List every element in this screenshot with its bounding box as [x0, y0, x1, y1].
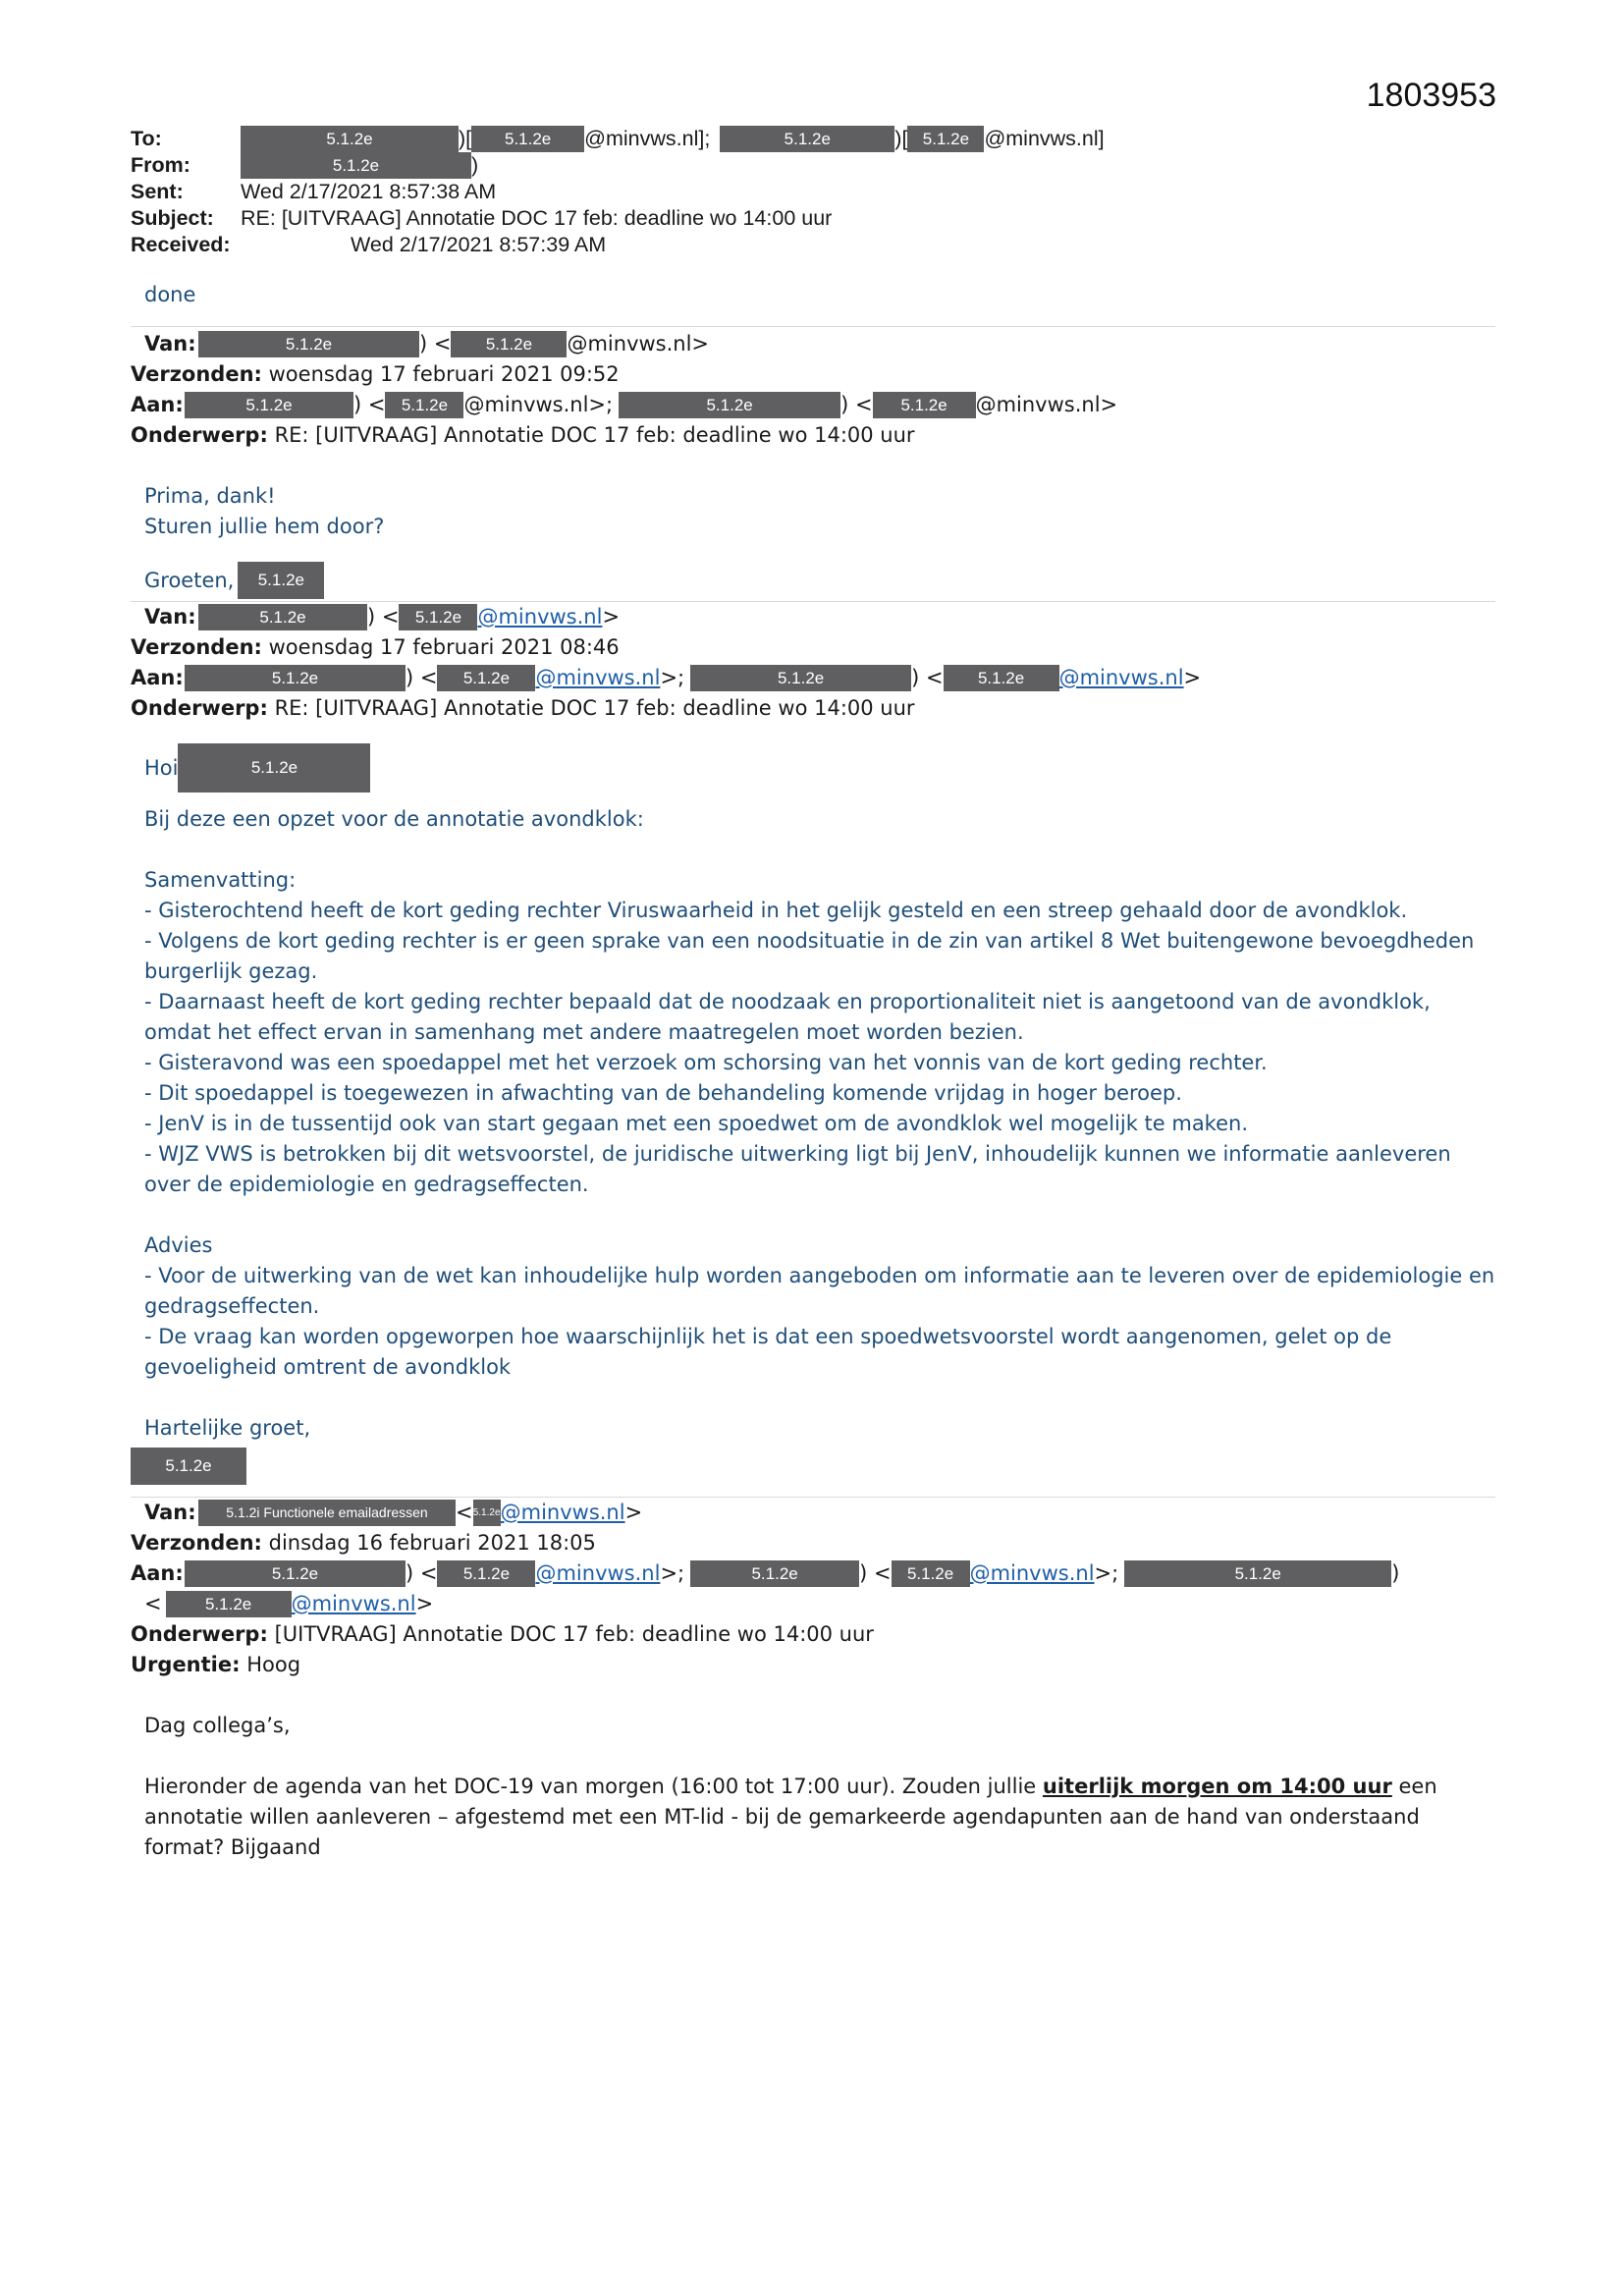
paragraph-end: een annotatie willen aanleveren – afgestemd met een MT-lid - bij de gemarkeerde agendapunten aan de hand van onderstaand format? Bijgaand [144, 1775, 1437, 1859]
lt: < [144, 1592, 162, 1615]
paragraph [144, 1772, 1495, 1863]
body-line: Prima, dank! [144, 484, 276, 508]
mail-1-body [131, 481, 1495, 599]
received-row [131, 232, 1495, 258]
redaction: 5.1.2e [944, 665, 1059, 691]
redaction: 5.1.2e [437, 665, 535, 691]
to-label: To: [131, 127, 162, 150]
redaction: 5.1.2e [1124, 1560, 1391, 1587]
urgentie-label: Urgentie: [131, 1653, 241, 1676]
subject-label: Subject: [131, 206, 214, 230]
verzonden-row [131, 359, 1495, 390]
mail-2-header [131, 602, 1495, 724]
van-row [131, 1498, 1495, 1528]
separator: ) < [911, 666, 944, 689]
email-domain: @minvws.nl] [984, 127, 1105, 150]
summary-item: - Gisterochtend heeft de kort geding rechter Viruswaarheid in het gelijk gesteld en een streep gehaald door de avondklok. [144, 899, 1408, 922]
outer-header [131, 126, 1495, 258]
advice-item: - De vraag kan worden opgeworpen hoe waarschijnlijk het is dat een spoedwetsvoorstel wordt aangenomen, gelet op de gevoeligheid omtrent de avondklok [144, 1325, 1392, 1379]
closing: Hartelijke groet, [144, 1416, 311, 1440]
to-row [131, 126, 1495, 152]
advice-item: - Voor de uitwerking van de wet kan inhoudelijke hulp worden aangeboden om informatie aan te leveren over de epidemiologie en gedragseffecten. [144, 1264, 1495, 1318]
summary-item: - Dit spoedappel is toegewezen in afwachting van de behandeling komende vrijdag in hoger beroep. [144, 1081, 1182, 1105]
separator: ) < [419, 332, 452, 355]
email-link[interactable]: @minvws.nl [969, 1561, 1095, 1585]
verzonden-value: woensdag 17 februari 2021 09:52 [268, 362, 620, 386]
redaction: 5.1.2e [619, 392, 840, 418]
aan-row [131, 663, 1495, 693]
aan-label: Aan: [131, 1561, 184, 1585]
aan-label: Aan: [131, 666, 184, 689]
aan-row [131, 390, 1495, 420]
mail-3-header [131, 1498, 1495, 1680]
received-value: Wed 2/17/2021 8:57:39 AM [351, 233, 607, 256]
lt: < [456, 1501, 473, 1524]
redaction: 5.1.2e [198, 331, 419, 357]
email-domain: @minvws.nl> [567, 332, 710, 355]
urgentie-value: Hoog [246, 1653, 301, 1676]
separator: )[ [459, 127, 472, 150]
redaction: 5.1.2e [399, 604, 477, 630]
verzonden-label: Verzonden: [131, 362, 262, 386]
gt-semi: >; [1094, 1561, 1119, 1585]
redaction: 5.1.2e [437, 1560, 535, 1587]
from-label: From: [131, 153, 190, 177]
separator: ) < [859, 1561, 892, 1585]
redaction: 5.1.2e [471, 126, 584, 152]
van-label: Van: [144, 332, 196, 355]
separator: ) < [367, 605, 400, 629]
received-label: Received: [131, 233, 231, 256]
advies-title: Advies [144, 1233, 213, 1257]
van-label: Van: [144, 605, 196, 629]
redaction: 5.1.2e [451, 331, 567, 357]
hoi-text: Hoi [144, 755, 179, 780]
redaction: 5.1.2e [178, 743, 370, 793]
sent-label: Sent: [131, 180, 184, 203]
sent-row [131, 179, 1495, 205]
redaction: 5.1.2e [385, 392, 463, 418]
redaction: 5.1.2e [473, 1500, 501, 1526]
verzonden-label: Verzonden: [131, 635, 262, 659]
gt-semi: >; [660, 1561, 685, 1585]
verzonden-value: dinsdag 16 februari 2021 18:05 [268, 1531, 596, 1555]
document-number: 1803953 [1366, 77, 1496, 114]
redaction: 5.1.2e [892, 1560, 970, 1587]
gt: > [602, 605, 621, 629]
separator: ) < [840, 393, 873, 416]
summary-item: - Volgens de kort geding rechter is er geen sprake van een noodsituatie in de zin van artikel 8 Wet buitengewone bevoegdheden burgerlijk gezag. [144, 929, 1475, 983]
subject-value: RE: [UITVRAAG] Annotatie DOC 17 feb: deadline wo 14:00 uur [241, 206, 833, 230]
sent-value: Wed 2/17/2021 8:57:38 AM [241, 180, 497, 203]
aan-label: Aan: [131, 393, 184, 416]
separator: ) < [406, 1561, 438, 1585]
from-row [131, 152, 1495, 179]
divider [131, 326, 1495, 327]
onderwerp-row [131, 1619, 1495, 1650]
body-line: Sturen jullie hem door? [144, 515, 385, 538]
verzonden-value: woensdag 17 februari 2021 08:46 [268, 635, 620, 659]
email-link[interactable]: @minvws.nl [1058, 666, 1184, 689]
intro: Bij deze een opzet voor de annotatie avondklok: [144, 807, 644, 831]
subject-row [131, 205, 1495, 232]
redaction: 5.1.2e [690, 1560, 859, 1587]
email-link[interactable]: @minvws.nl [500, 1501, 625, 1524]
redaction: 5.1.2e [185, 392, 353, 418]
mail-3-body [131, 1711, 1495, 1863]
redaction: 5.1.2e [166, 1591, 292, 1617]
van-row [131, 602, 1495, 632]
email-link[interactable]: @minvws.nl [291, 1592, 416, 1615]
gt: > [415, 1592, 434, 1615]
reply-body [131, 280, 1495, 310]
summary-item: - JenV is in de tussentijd ook van start gegaan met een spoedwet om de avondklok wel mogelijk te maken. [144, 1112, 1249, 1135]
email-document [131, 126, 1495, 1863]
redaction: 5.1.2e [241, 152, 471, 179]
redaction: 5.1.2e [720, 126, 894, 152]
van-row [131, 329, 1495, 359]
gt: > [1183, 666, 1202, 689]
verzonden-row [131, 632, 1495, 663]
redaction: 5.1.2e [690, 665, 911, 691]
samenvatting-title: Samenvatting: [144, 868, 297, 892]
close-paren: ) [1391, 1561, 1400, 1585]
redaction: 5.1.2e [185, 1560, 406, 1587]
gt: > [624, 1501, 643, 1524]
email-domain: @minvws.nl]; [584, 127, 711, 150]
onderwerp-value: [UITVRAAG] Annotatie DOC 17 feb: deadline wo 14:00 uur [274, 1622, 874, 1646]
hoi-line [144, 743, 1495, 793]
redaction: 5.1.2e [873, 392, 976, 418]
redaction: 5.1.2e [241, 126, 459, 152]
separator: ) < [406, 666, 438, 689]
onderwerp-label: Onderwerp: [131, 423, 268, 447]
onderwerp-row [131, 420, 1495, 451]
aan-row-cont [131, 1589, 1495, 1619]
verzonden-row [131, 1528, 1495, 1558]
van-label: Van: [144, 1501, 196, 1524]
onderwerp-value: RE: [UITVRAAG] Annotatie DOC 17 feb: deadline wo 14:00 uur [274, 696, 915, 720]
email-domain: @minvws.nl>; [463, 393, 614, 416]
redaction: 5.1.2i Functionele emailadressen [198, 1500, 456, 1526]
aan-row [131, 1558, 1495, 1589]
urgentie-row [131, 1650, 1495, 1680]
redaction: 5.1.2e [131, 1448, 246, 1485]
mail-2-body [131, 743, 1495, 1444]
redaction: 5.1.2e [907, 126, 984, 152]
email-domain: @minvws.nl> [975, 393, 1118, 416]
deadline-emphasis: uiterlijk morgen om 14:00 uur [1042, 1775, 1392, 1798]
mail-1-header [131, 329, 1495, 451]
onderwerp-label: Onderwerp: [131, 1622, 268, 1646]
onderwerp-label: Onderwerp: [131, 696, 268, 720]
onderwerp-row [131, 693, 1495, 724]
email-link[interactable]: @minvws.nl [535, 666, 661, 689]
email-link[interactable]: @minvws.nl [535, 1561, 661, 1585]
redaction: 5.1.2e [238, 562, 324, 599]
salutation: Dag collega’s, [144, 1714, 291, 1737]
onderwerp-value: RE: [UITVRAAG] Annotatie DOC 17 feb: deadline wo 14:00 uur [274, 423, 915, 447]
close-paren: ) [471, 153, 479, 177]
verzonden-label: Verzonden: [131, 1531, 262, 1555]
redaction: 5.1.2e [185, 665, 406, 691]
email-link[interactable]: @minvws.nl [477, 605, 603, 629]
summary-item: - Gisteravond was een spoedappel met het verzoek om schorsing van het vonnis van de kort geding rechter. [144, 1051, 1268, 1074]
summary-item: - WJZ VWS is betrokken bij dit wetsvoorstel, de juridische uitwerking ligt bij JenV, inhoudelijk kunnen we informatie aanleveren over de epidemiologie en gedragseffecten. [144, 1142, 1451, 1196]
gt-semi: >; [660, 666, 685, 689]
paragraph-start: Hieronder de agenda van het DOC-19 van morgen (16:00 tot 17:00 uur). Zouden jullie [144, 1775, 1043, 1798]
reply-text: done [144, 283, 196, 306]
greeting [144, 562, 1495, 599]
separator: ) < [353, 393, 386, 416]
separator: )[ [894, 127, 908, 150]
redaction: 5.1.2e [198, 604, 367, 630]
greeting-text: Groeten, [144, 568, 235, 592]
summary-item: - Daarnaast heeft de kort geding rechter bepaald dat de noodzaak en proportionaliteit niet is aangetoond van de avondklok, omdat het effect ervan in samenhang met andere maatregelen moet worden bezien. [144, 990, 1431, 1044]
